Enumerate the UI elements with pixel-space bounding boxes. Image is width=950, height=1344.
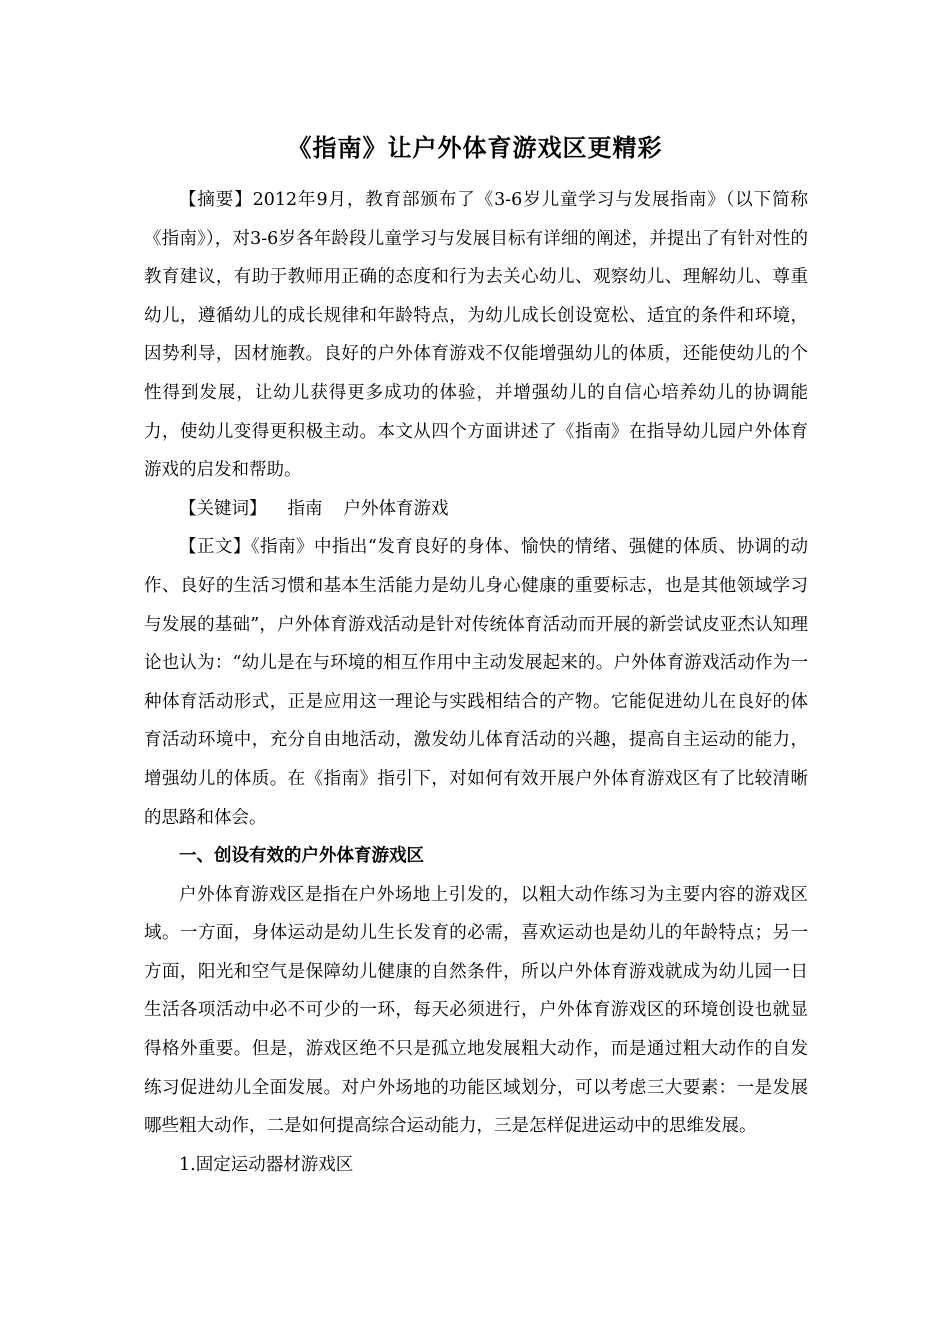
body-intro-paragraph: 【正文】《指南》中指出“发育良好的身体、愉快的情绪、强健的体质、协调的动作、良好的生活习惯和基本生活能力是幼儿身心健康的重要标志，也是其他领域学习与发展的基础”，户外体育游戏活动是针对传统体育活动而开展的新尝试皮亚杰认知理论也认为：“幼儿是在与环境的相互作用中主动发展起来的。户外体育游戏活动作为一种体育活动形式，正是应用这一理论与实践相结合的产物。它能促进幼儿在良好的体育活动环境中，充分自由地活动，激发幼儿体育活动的兴趣，提高自主运动的能力，增强幼儿的体质。在《指南》指引下，对如何有效开展户外体育游戏区有了比较清晰的思路和体会。 (144, 537, 808, 828)
keyword-1: 指南 (287, 498, 323, 519)
keyword-2: 户外体育游戏 (343, 498, 449, 519)
section-1-paragraph: 户外体育游戏区是指在户外场地上引发的，以粗大动作练习为主要内容的游戏区域。一方面，身体运动是幼儿生长发育的必需，喜欢运动也是幼儿的年龄特点；另一方面，阳光和空气是保障幼儿健康的自然条件，所以户外体育游戏就成为幼儿园一日生活各项活动中必不可少的一环，每天必须进行，户外体育游戏区的环境创设也就显得格外重要。但是，游戏区绝不只是孤立地发展粗大动作，而是通过粗大动作的自发练习促进幼儿全面发展。对户外场地的功能区域划分，可以考虑三大要素：一是发展哪些粗大动作，二是如何提高综合运动能力，三是怎样促进运动中的思维发展。 (144, 884, 808, 1137)
abstract-paragraph: 【摘要】2012年9月，教育部颁布了《3-6岁儿童学习与发展指南》（以下简称《指南》），对3-6岁各年龄段儿童学习与发展目标有详细的阐述，并提出了有针对性的教育建议，有助于教师用正确的态度和行为去关心幼儿、观察幼儿、理解幼儿、尊重幼儿，遵循幼儿的成长规律和年龄特点，为幼儿成长创设宽松、适宜的条件和环境，因势利导，因材施教。良好的户外体育游戏不仅能增强幼儿的体质，还能使幼儿的个性得到发展，让幼儿获得更多成功的体验，并增强幼儿的自信心培养幼儿的协调能力，使幼儿变得更积极主动。本文从四个方面讲述了《指南》在指导幼儿园户外体育游戏的启发和帮助。 (144, 190, 808, 481)
document-title: 《指南》让户外体育游戏区更精彩 (287, 134, 663, 162)
document-body (144, 181, 808, 1184)
keywords-line (144, 490, 808, 529)
subsection-1-heading: 1.固定运动器材游戏区 (179, 1154, 354, 1175)
keywords-label: 【关键词】 (179, 498, 267, 519)
section-1-heading: 一、创设有效的户外体育游戏区 (179, 846, 424, 867)
